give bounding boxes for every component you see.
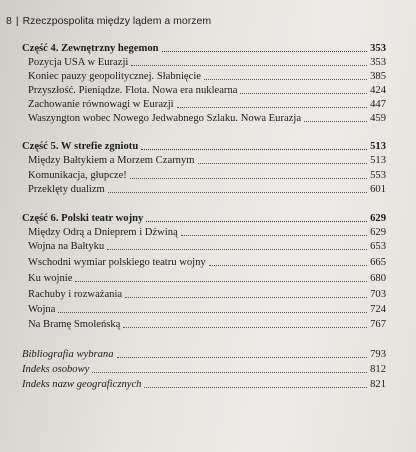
entry-title: Ku wojnie <box>28 273 73 284</box>
page-ref: 553 <box>370 170 386 181</box>
entry-title: Koniec pauzy geopolitycznej. Słabnięcie <box>28 71 201 82</box>
page-ref: 767 <box>370 319 386 330</box>
page-number: 8 <box>6 15 12 27</box>
toc-entry <box>28 98 386 111</box>
entry-title: Indeks osobowy <box>22 364 90 375</box>
entry-title: Przyszłość. Pieniądze. Flota. Nowa era nuklearna <box>28 85 238 96</box>
entry-title: Indeks nazw geograficznych <box>22 379 142 390</box>
toc-entry <box>28 112 386 125</box>
page-ref: 513 <box>370 141 386 152</box>
toc-entry <box>28 183 386 196</box>
toc-entry <box>28 288 386 301</box>
page-ref: 821 <box>370 379 386 390</box>
entry-title: Komunikacja, głupcze! <box>28 170 127 181</box>
running-title: Rzeczpospolita między lądem a morzem <box>22 15 212 27</box>
entry-title: Wojna na Bałtyku <box>28 241 105 252</box>
page-ref: 793 <box>370 349 386 360</box>
toc-entry <box>28 272 386 285</box>
toc-part-4 <box>22 42 386 55</box>
part-title: Część 6. Polski teatr wojny <box>22 213 144 224</box>
page-ref: 812 <box>370 364 386 375</box>
header-separator: | <box>15 15 19 27</box>
entry-title: Rachuby i rozważania <box>28 289 123 300</box>
toc-entry <box>28 56 386 69</box>
toc-entry <box>28 169 386 182</box>
page-ref: 601 <box>370 184 386 195</box>
entry-title: Waszyngton wobec Nowego Jedwabnego Szlaku. Nowa Eurazja <box>28 113 302 124</box>
toc-entry <box>28 240 386 253</box>
toc-back-matter-person-index <box>22 363 386 376</box>
toc-part-5 <box>22 140 386 153</box>
page-ref: 653 <box>370 241 386 252</box>
part-title: Część 5. W strefie zgniotu <box>22 141 139 152</box>
page-ref: 424 <box>370 85 386 96</box>
page-ref: 629 <box>370 227 386 238</box>
entry-title: Między Bałtykiem a Morzem Czarnym <box>28 155 195 166</box>
toc-entry <box>28 154 386 167</box>
page-ref: 447 <box>370 99 386 110</box>
page-ref: 353 <box>370 43 386 54</box>
entry-title: Między Odrą a Dnieprem i Dźwiną <box>28 227 178 238</box>
page-ref: 629 <box>370 213 386 224</box>
page-ref: 513 <box>370 155 386 166</box>
toc-back-matter-geo-index <box>22 378 386 391</box>
toc-entry <box>28 226 386 239</box>
page-ref: 665 <box>370 257 386 268</box>
page-ref: 353 <box>370 57 386 68</box>
page-ref: 703 <box>370 289 386 300</box>
entry-title: Wojna <box>28 304 56 315</box>
toc-entry <box>28 303 386 316</box>
toc-entry <box>28 256 386 269</box>
page-ref: 385 <box>370 71 386 82</box>
toc-entry <box>28 84 386 97</box>
page-ref: 680 <box>370 273 386 284</box>
entry-title: Pozycja USA w Eurazji <box>28 57 129 68</box>
entry-title: Bibliografia wybrana <box>22 349 114 360</box>
entry-title: Na Bramę Smoleńską <box>28 319 121 330</box>
toc-entry <box>28 318 386 331</box>
toc-back-matter-bibliography <box>22 348 386 361</box>
page-ref: 459 <box>370 113 386 124</box>
part-title: Część 4. Zewnętrzny hegemon <box>22 43 159 54</box>
toc-entry <box>28 70 386 83</box>
page-ref: 724 <box>370 304 386 315</box>
toc-part-6 <box>22 212 386 225</box>
entry-title: Przeklęty dualizm <box>28 184 105 195</box>
entry-title: Zachowanie równowagi w Eurazji <box>28 99 174 110</box>
entry-title: Wschodni wymiar polskiego teatru wojny <box>28 257 206 268</box>
